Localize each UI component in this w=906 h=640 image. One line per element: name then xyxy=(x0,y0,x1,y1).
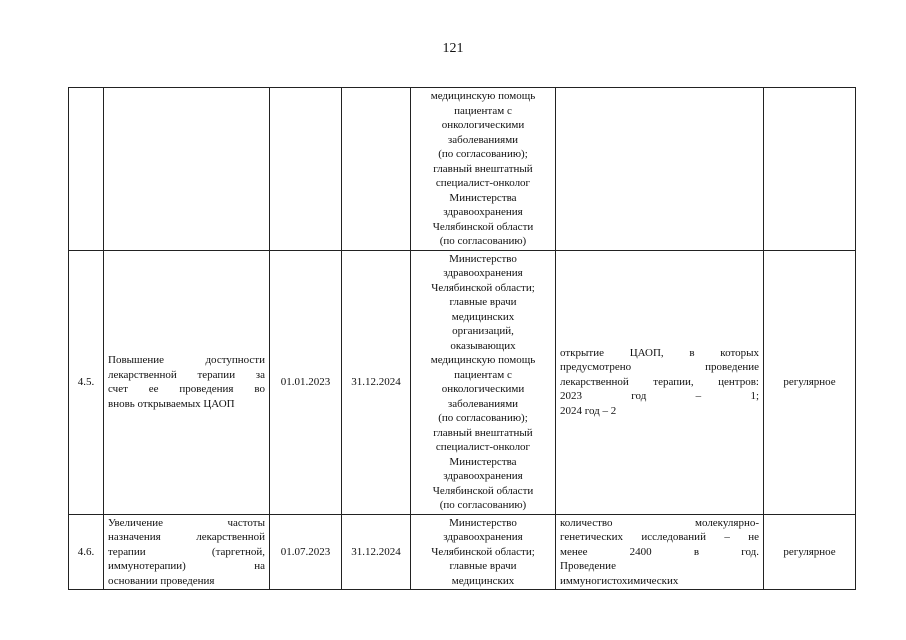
executor-line: оказывающих xyxy=(450,339,516,352)
executor-line: медицинскую помощь xyxy=(430,354,536,366)
executor-line: Министерство xyxy=(449,252,517,265)
indicator-cell xyxy=(556,250,764,514)
end-date-cell: 31.12.2024 xyxy=(342,250,411,514)
executor-line: медицинских xyxy=(451,574,515,587)
executor-line: (по согласованию); xyxy=(438,148,528,160)
executor-line: заболеваниями xyxy=(447,133,519,146)
executor-line: пациентам с xyxy=(454,368,512,381)
executors-cell xyxy=(411,514,556,590)
executor-line: Челябинской области xyxy=(432,484,534,497)
indicator-line: генетических исследований – не xyxy=(560,531,759,543)
executor-line: организаций, xyxy=(452,325,514,337)
executor-line: специалист-онколог xyxy=(435,441,531,453)
executor-line: Министерства xyxy=(449,191,517,204)
executor-line: Челябинской области; xyxy=(431,281,535,294)
executor-line: здравоохранения xyxy=(443,267,523,279)
activity-type-cell: регулярное xyxy=(764,514,856,590)
executor-line: специалист-онколог xyxy=(435,177,531,189)
executor-line: медицинских xyxy=(451,310,515,323)
table-row xyxy=(69,514,856,590)
start-date-cell: 01.01.2023 xyxy=(270,250,342,514)
activity-type-cell: регулярное xyxy=(764,250,856,514)
activity-name-line: счет ее проведения во xyxy=(108,383,265,395)
indicator-cell xyxy=(556,88,764,251)
indicator-line: иммуногистохимических xyxy=(560,574,679,587)
indicator-line: открытие ЦАОП, в которых xyxy=(560,346,759,359)
activity-name-line: Увеличение частоты xyxy=(108,516,265,529)
executor-line: главные врачи xyxy=(449,296,517,308)
executor-line: Министерство xyxy=(449,516,517,529)
executor-line: пациентам с xyxy=(454,104,512,117)
table-row xyxy=(69,88,856,251)
activity-name-line: основании проведения xyxy=(108,574,215,587)
activity-name-line: Повышение доступности xyxy=(108,354,265,366)
page-number: 121 xyxy=(442,41,464,56)
activity-name-cell xyxy=(104,88,270,251)
executors-cell xyxy=(411,250,556,514)
indicator-line: 2023 год – 1; xyxy=(560,390,759,403)
activity-name-cell xyxy=(104,250,270,514)
executor-line: здравоохранения xyxy=(443,470,523,482)
indicator-line: лекарственной терапии, центров: xyxy=(560,375,759,388)
item-number-cell: 4.6. xyxy=(69,514,104,590)
executor-line: Челябинской области xyxy=(432,220,534,233)
start-date-cell xyxy=(270,88,342,251)
executor-line: (по согласованию) xyxy=(439,235,527,247)
item-number-cell xyxy=(69,88,104,251)
executor-line: (по согласованию); xyxy=(438,412,528,424)
executor-line: главный внештатный xyxy=(433,162,533,175)
indicator-cell xyxy=(556,514,764,590)
end-date-cell: 31.12.2024 xyxy=(342,514,411,590)
executor-line: главные врачи xyxy=(449,560,517,572)
start-date-cell: 01.07.2023 xyxy=(270,514,342,590)
executor-line: заболеваниями xyxy=(447,397,519,410)
indicator-line: предусмотрено проведение xyxy=(560,361,759,374)
executors-cell xyxy=(411,88,556,251)
activity-name-line: лекарственной терапии за xyxy=(108,368,265,381)
executor-line: здравоохранения xyxy=(443,206,523,218)
indicator-line: 2024 год – 2 xyxy=(560,404,617,417)
activity-name-line: назначения лекарственной xyxy=(108,531,265,543)
executor-line: медицинскую помощь xyxy=(430,90,536,102)
activity-name-line: терапии (таргетной, xyxy=(108,545,265,558)
indicator-line: Проведение xyxy=(560,560,616,572)
indicator-line: менее 2400 в год. xyxy=(560,545,759,558)
activity-type-cell xyxy=(764,88,856,251)
end-date-cell xyxy=(342,88,411,251)
plan-table xyxy=(68,87,856,590)
executor-line: онкологическими xyxy=(441,383,525,395)
activity-name-cell xyxy=(104,514,270,590)
executor-line: онкологическими xyxy=(441,119,525,131)
activity-name-line: иммунотерапии) на xyxy=(108,560,265,572)
executor-line: здравоохранения xyxy=(443,531,523,543)
indicator-line: количество молекулярно- xyxy=(560,516,759,529)
executor-line: Челябинской области; xyxy=(431,545,535,558)
executor-line: (по согласованию) xyxy=(439,499,527,511)
item-number-cell: 4.5. xyxy=(69,250,104,514)
activity-name-line: вновь открываемых ЦАОП xyxy=(108,397,235,410)
table-row xyxy=(69,250,856,514)
executor-line: главный внештатный xyxy=(433,426,533,439)
executor-line: Министерства xyxy=(449,455,517,468)
